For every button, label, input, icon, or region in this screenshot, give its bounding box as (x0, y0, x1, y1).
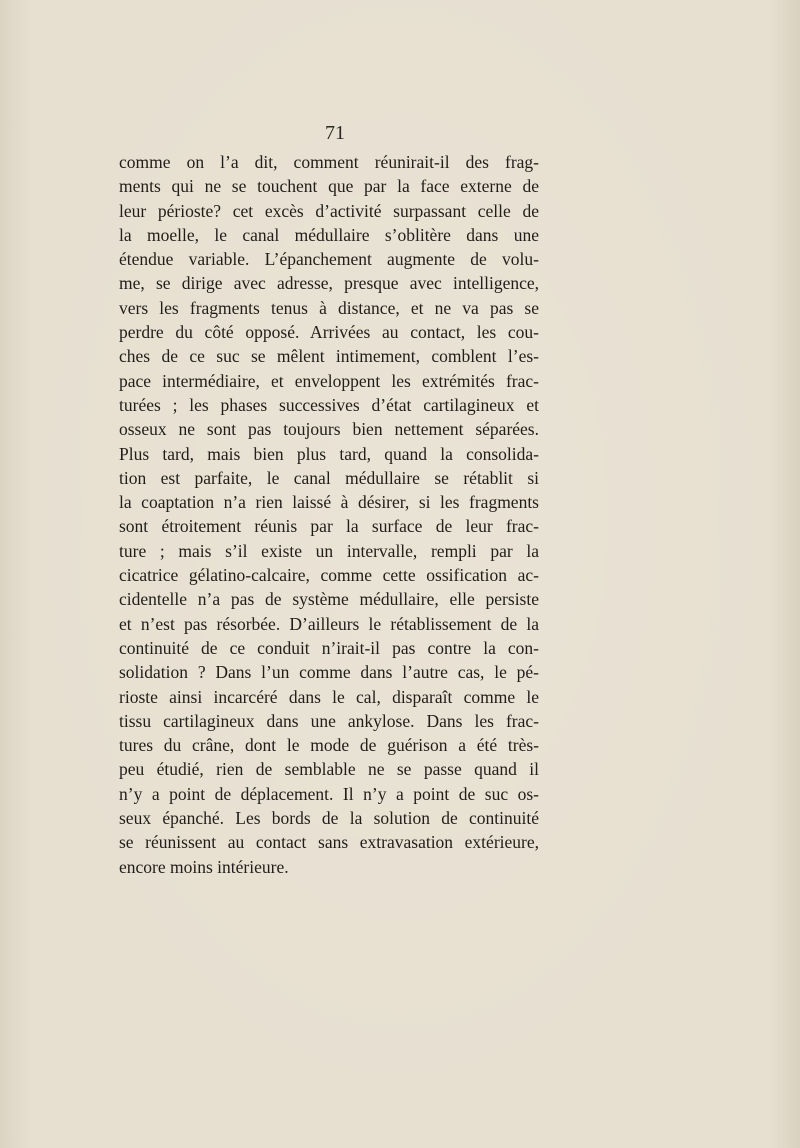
text-line: comme on l’a dit, comment réunirait-il des frag- (119, 152, 539, 172)
text-line: perdre du côté opposé. Arrivées au contact, les cou- (119, 322, 539, 343)
text-line: et n’est pas résorbée. D’ailleurs le rétablissement de la (119, 613, 539, 634)
text-line: la coaptation n’a rien laissé à désirer, si les fragments (119, 492, 539, 513)
text-line: solidation ? Dans l’un comme dans l’autre cas, le pé- (119, 662, 539, 683)
text-line: tion est parfaite, le canal médullaire se rétablit si (119, 467, 539, 488)
text-line: me, se dirige avec adresse, presque avec intelligence, (119, 273, 539, 294)
text-line: encore moins intérieure. (119, 856, 289, 877)
text-line: leur périoste? cet excès d’activité surpassant celle de (119, 200, 539, 221)
text-line: se réunissent au contact sans extravasation extérieure, (119, 832, 539, 853)
text-line: ture ; mais s’il existe un intervalle, rempli par la (119, 540, 539, 561)
text-line: n’y a point de déplacement. Il n’y a point de suc os- (119, 783, 539, 804)
text-line: étendue variable. L’épanchement augmente de volu- (119, 249, 539, 270)
text-line: tissu cartilagineux dans une ankylose. Dans les frac- (119, 710, 539, 731)
text-line: tures du crâne, dont le mode de guérison a été très- (119, 735, 539, 756)
page-number: 71 (325, 122, 345, 144)
text-line: vers les fragments tenus à distance, et ne va pas se (119, 297, 539, 318)
text-line: pace intermédiaire, et enveloppent les extrémités frac- (119, 370, 539, 391)
text-line: cidentelle n’a pas de système médullaire, elle persiste (119, 589, 539, 610)
text-line: ments qui ne se touchent que par la face externe de (119, 176, 539, 197)
text-line: osseux ne sont pas toujours bien nettement séparées. (119, 419, 539, 440)
text-line: cicatrice gélatino-calcaire, comme cette ossification ac- (119, 565, 539, 586)
text-line: ches de ce suc se mêlent intimement, comblent l’es- (119, 346, 539, 367)
text-line: Plus tard, mais bien plus tard, quand la consolida- (119, 443, 539, 464)
text-line: continuité de ce conduit n’irait-il pas contre la con- (119, 637, 539, 658)
text-line: peu étudié, rien de semblable ne se passe quand il (119, 759, 539, 780)
text-line: seux épanché. Les bords de la solution de continuité (119, 808, 539, 829)
text-line: sont étroitement réunis par la surface de leur frac- (119, 516, 539, 537)
text-line: la moelle, le canal médullaire s’oblitère dans une (119, 224, 539, 245)
body-text (119, 150, 539, 879)
text-line: turées ; les phases successives d’état cartilagineux et (119, 394, 539, 415)
text-line: rioste ainsi incarcéré dans le cal, disparaît comme le (119, 686, 539, 707)
